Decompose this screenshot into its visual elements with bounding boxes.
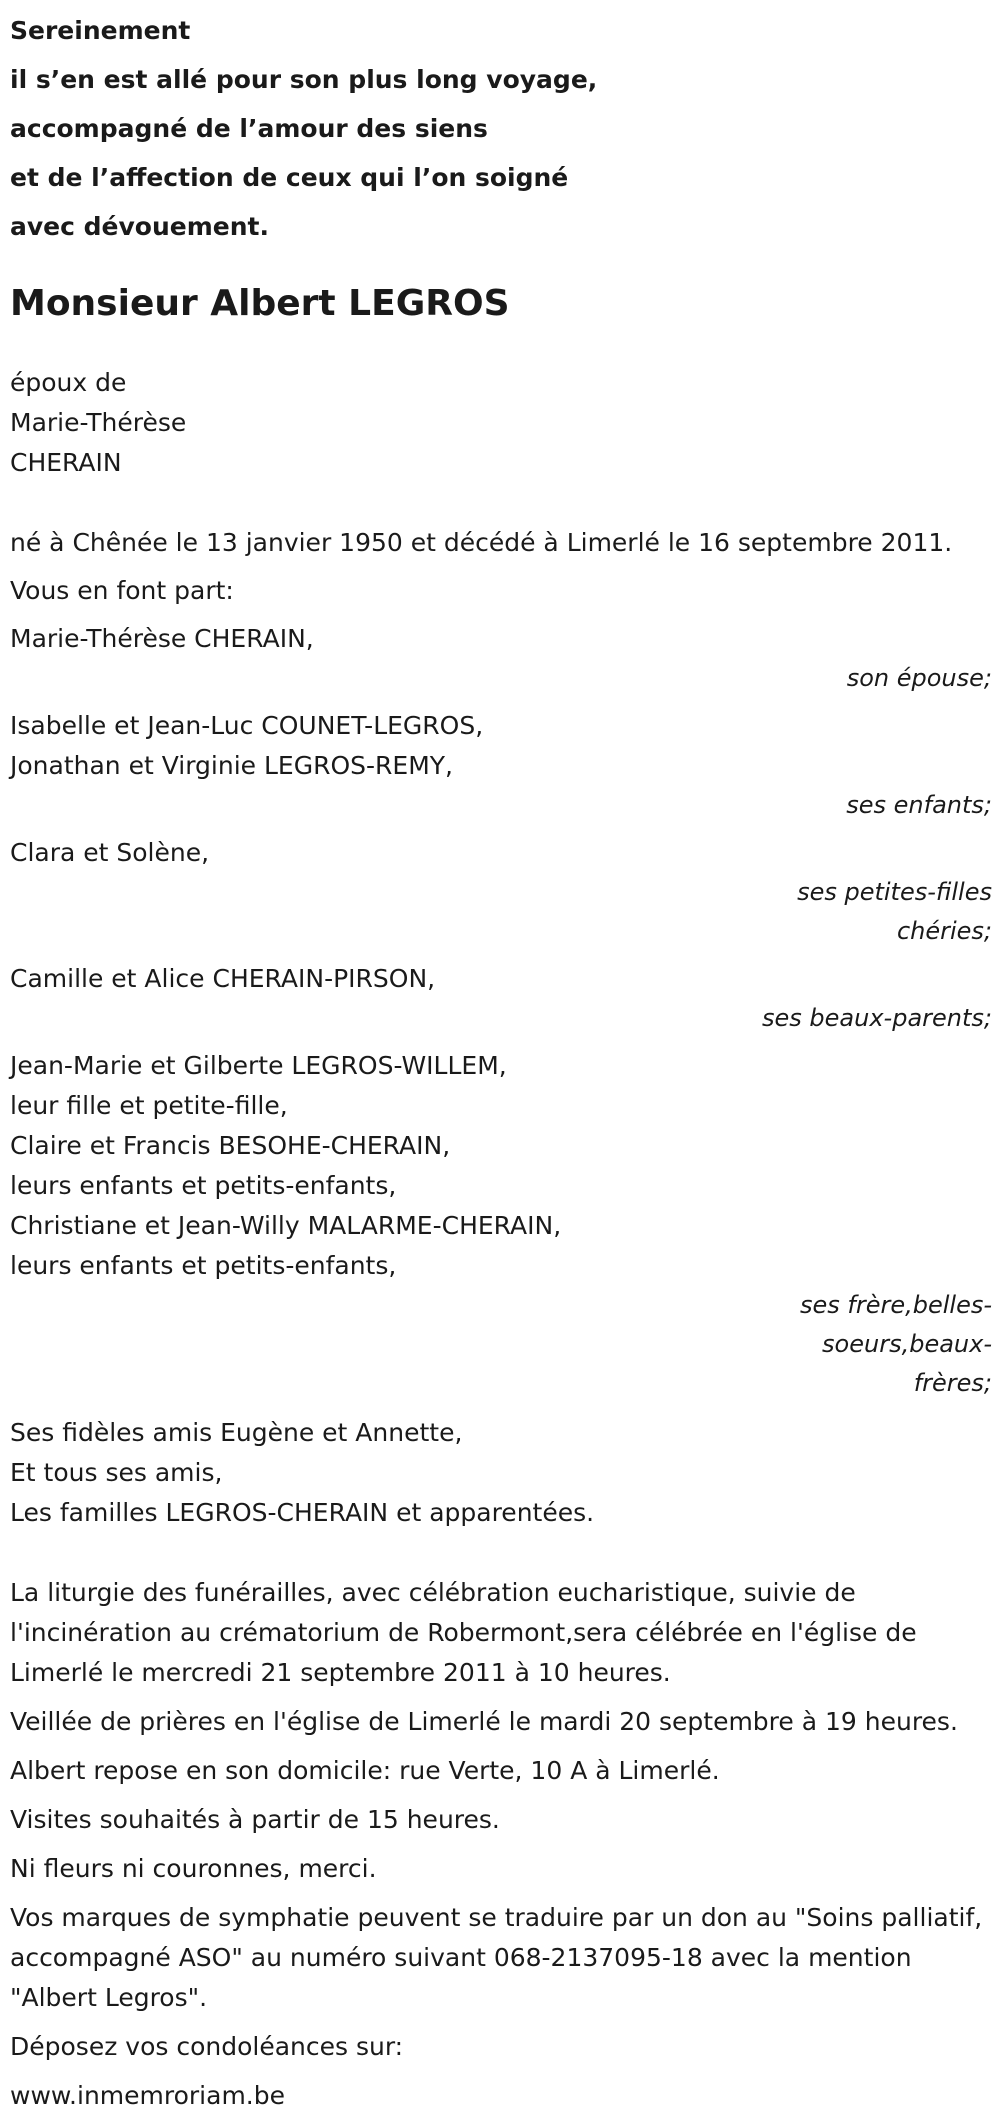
family-name-line: Marie-Thérèse CHERAIN, [10,624,314,653]
funeral-details [10,1573,992,2116]
family-name-line: Clara et Solène, [10,838,210,867]
friends-line: Les familles LEGROS-CHERAIN et apparentées. [10,1498,595,1527]
intro-line: et de l’affection de ceux qui l’on soigné [10,163,569,192]
intro-line: il s’en est allé pour son plus long voyage, [10,65,598,94]
intro-poem [10,0,990,251]
friends-block [10,1413,990,1533]
announce-line: Vous en font part: [10,576,234,605]
friends-line: Et tous ses amis, [10,1458,223,1487]
vigil-prayers: Veillée de prières en l'église de Limerlé le mardi 20 septembre à 19 heures. [10,1707,958,1736]
family-group-children [10,706,990,825]
relation-text: ses beaux-parents; [762,1004,992,1032]
no-flowers-note: Ni fleurs ni couronnes, merci. [10,1854,377,1883]
relation-text: son épouse; [846,664,992,692]
family-relation [10,873,992,951]
relation-text: ses frère,belles-soeurs,beaux-frères; [799,1291,992,1397]
family-name-line: leurs enfants et petits-enfants, [10,1171,397,1200]
relation-text: ses enfants; [846,791,992,819]
spouse-line: époux de [10,368,127,397]
family-name-line: Isabelle et Jean-Luc COUNET-LEGROS, [10,711,484,740]
deceased-name: Monsieur Albert LEGROS [10,283,510,324]
relation-text: ses petites-filles chéries; [797,878,992,945]
intro-line: avec dévouement. [10,212,269,241]
family-group-spouse [10,619,990,698]
intro-line: accompagné de l’amour des siens [10,114,488,143]
visiting-hours: Visites souhaités à partir de 15 heures. [10,1805,500,1834]
condolences-note: Déposez vos condoléances sur: [10,2032,404,2061]
family-name-line: Claire et Francis BESOHE-CHERAIN, [10,1131,451,1160]
friends-line: Ses fidèles amis Eugène et Annette, [10,1418,463,1447]
family-name-line: leur fille et petite-fille, [10,1091,288,1120]
family-relation [10,659,992,698]
family-group-parents-in-law [10,959,990,1038]
intro-line: Sereinement [10,16,191,45]
family-group-granddaughters [10,833,990,951]
family-relation [10,1286,992,1403]
family-relation [10,786,992,825]
spouse-line: Marie-Thérèse [10,408,187,437]
family-name-line: Camille et Alice CHERAIN-PIRSON, [10,964,436,993]
condolences-website: www.inmemroriam.be [10,2081,285,2110]
family-name-line: Jonathan et Virginie LEGROS-REMY, [10,751,453,780]
family-name-line: Jean-Marie et Gilberte LEGROS-WILLEM, [10,1051,507,1080]
spouse-line: CHERAIN [10,448,122,477]
spouse-block [10,363,990,483]
birth-death-dates: né à Chênée le 13 janvier 1950 et décédé à Limerlé le 16 septembre 2011. [10,528,953,557]
family-name-line: Christiane et Jean-Willy MALARME-CHERAIN, [10,1211,562,1240]
family-name-line: leurs enfants et petits-enfants, [10,1251,397,1280]
donation-note: Vos marques de symphatie peuvent se traduire par un don au "Soins palliatif, accompagné ASO" au numéro suivant 068-2137095-18 avec la mention "Albert Legros". [10,1903,983,2012]
funeral-liturgy: La liturgie des funérailles, avec célébration eucharistique, suivie de l'incinération au crématorium de Robermont,sera célébrée en l'église de Limerlé le mercredi 21 septembre 2011 à 10 heures. [10,1578,917,1687]
family-relation [10,999,992,1038]
family-group-siblings [10,1046,990,1403]
resting-place: Albert repose en son domicile: rue Verte, 10 A à Limerlé. [10,1756,720,1785]
